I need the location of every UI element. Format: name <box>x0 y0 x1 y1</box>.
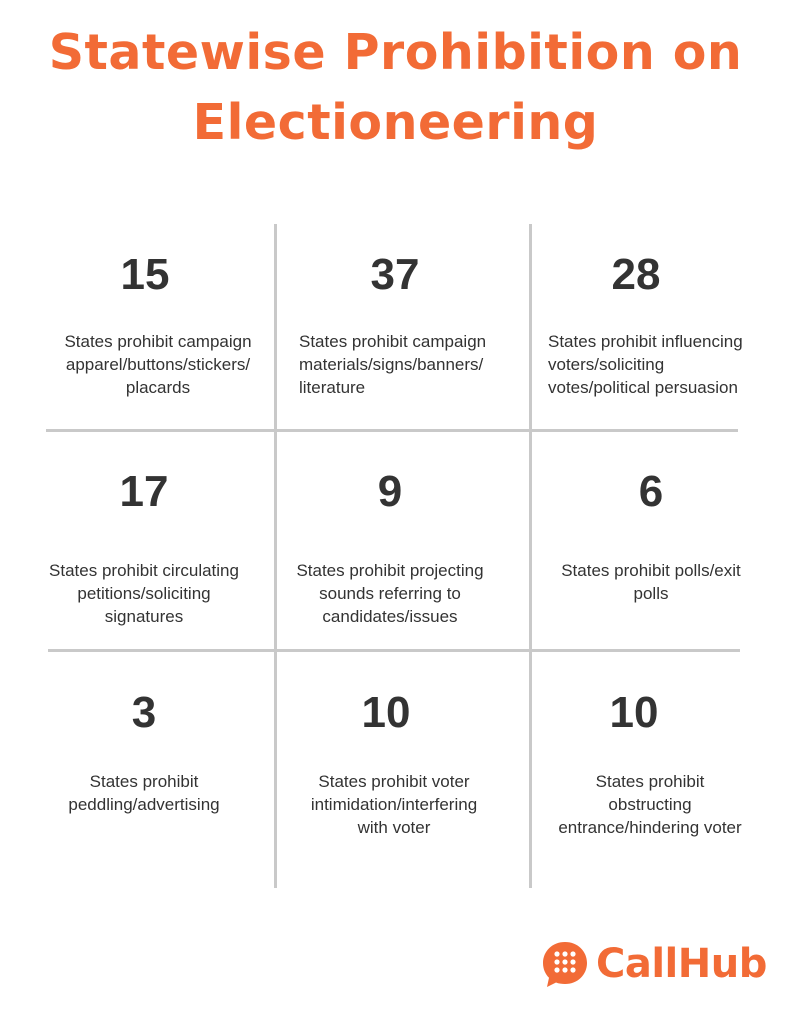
stat-number: 3 <box>131 688 157 737</box>
stat-description-line: literature <box>299 378 366 397</box>
stat-description-line: intimidation/interfering <box>310 795 478 814</box>
stat-description-line: materials/signs/banners/ <box>299 355 484 374</box>
stat-description-line: States prohibit circulating <box>49 561 239 580</box>
title-line-1: Statewise Prohibition on <box>48 24 743 81</box>
stat-number: 6 <box>638 467 664 516</box>
stat-description-line: petitions/soliciting <box>77 584 211 603</box>
stat-number: 17 <box>119 467 169 516</box>
stat-description-line: obstructing <box>608 795 692 814</box>
stat-description-line: States prohibit campaign <box>299 332 487 351</box>
stat-number: 37 <box>370 250 420 299</box>
stat-description-line: entrance/hindering voter <box>558 818 742 837</box>
grid-divider-horizontal-2 <box>48 649 740 652</box>
stat-description-line: States prohibit voter <box>318 772 470 791</box>
callhub-logo <box>540 936 767 992</box>
stat-description-line: with voter <box>357 818 431 837</box>
stat-description-line: States prohibit campaign <box>64 332 252 351</box>
stat-number: 10 <box>361 688 411 737</box>
stat-description-line: apparel/buttons/stickers/ <box>65 355 251 374</box>
stat-description-line: States prohibit <box>595 772 705 791</box>
stat-description-line: polls <box>633 584 669 603</box>
stat-description-line: candidates/issues <box>322 607 458 626</box>
stat-number: 15 <box>120 250 170 299</box>
logo-text: CallHub <box>596 941 767 987</box>
stat-description-line: placards <box>125 378 191 397</box>
grid-divider-horizontal-1 <box>46 429 738 432</box>
stat-number: 10 <box>609 688 659 737</box>
chat-bubble-dots-icon <box>540 939 590 989</box>
stat-description-line: signatures <box>104 607 184 626</box>
title-line-2: Electioneering <box>192 94 599 151</box>
stat-description-line: peddling/advertising <box>68 795 220 814</box>
stat-description-line: sounds referring to <box>319 584 461 603</box>
stat-description-line: States prohibit projecting <box>296 561 484 580</box>
stat-description-line: votes/political persuasion <box>548 378 738 397</box>
stat-description-line: States prohibit <box>89 772 199 791</box>
page-title <box>0 18 791 158</box>
stat-description-line: voters/soliciting <box>548 355 665 374</box>
stat-number: 28 <box>611 250 661 299</box>
stat-description-line: States prohibit influencing <box>548 332 743 351</box>
stat-description-line: States prohibit polls/exit <box>561 561 741 580</box>
stat-number: 9 <box>377 467 403 516</box>
